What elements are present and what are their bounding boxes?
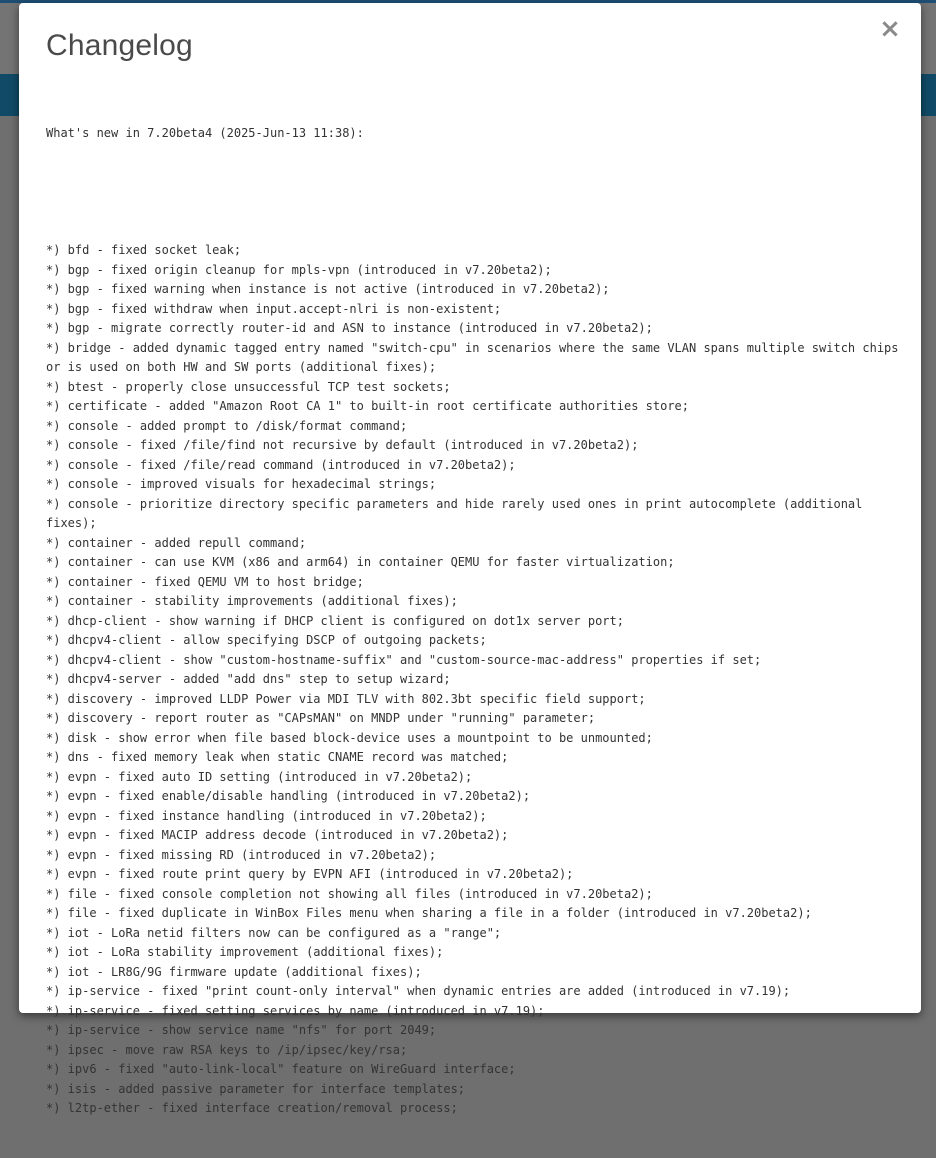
changelog-entry: *) evpn - fixed missing RD (introduced in v7.20beta2); xyxy=(46,847,437,862)
changelog-text xyxy=(46,85,906,1158)
changelog-entry: *) container - added repull command; xyxy=(46,535,307,550)
changelog-entry: *) container - stability improvements (additional fixes); xyxy=(46,594,458,608)
changelog-entry: *) evpn - fixed route print query by EVPN AFI (introduced in v7.20beta2); xyxy=(46,867,574,881)
changelog-entry: *) ipv6 - fixed "auto-link-local" feature on WireGuard interface; xyxy=(46,1062,516,1076)
changelog-entry: *) isis - added passive parameter for interface templates; xyxy=(46,1081,466,1096)
changelog-entry: *) container - fixed QEMU VM to host bridge; xyxy=(46,574,364,589)
changelog-entry: *) discovery - report router as "CAPsMAN" on MNDP under "running" parameter; xyxy=(46,711,596,725)
changelog-entry: *) dhcpv4-client - show "custom-hostname-suffix" and "custom-source-mac-address" properties if set; xyxy=(46,652,762,667)
changelog-entry: *) evpn - fixed MACIP address decode (introduced in v7.20beta2); xyxy=(46,828,509,842)
changelog-entry: *) bgp - fixed withdraw when input.accept-nlri is non-existent; xyxy=(46,301,502,316)
changelog-entry: *) file - fixed duplicate in WinBox Files menu when sharing a file in a folder (introduced in v7.20beta2); xyxy=(46,906,812,920)
changelog-entry: *) console - fixed /file/find not recursive by default (introduced in v7.20beta2); xyxy=(46,438,639,452)
changelog-entry: *) dhcpv4-server - added "add dns" step to setup wizard; xyxy=(46,672,451,686)
changelog-entry: *) bgp - fixed origin cleanup for mpls-vpn (introduced in v7.20beta2); xyxy=(46,262,552,277)
changelog-entry: *) discovery - improved LLDP Power via MDI TLV with 802.3bt specific field support; xyxy=(46,691,646,706)
changelog-entry: *) evpn - fixed enable/disable handling (introduced in v7.20beta2); xyxy=(46,789,531,803)
blank-line xyxy=(46,183,906,203)
changelog-entry: *) evpn - fixed auto ID setting (introduced in v7.20beta2); xyxy=(46,769,473,784)
changelog-entry: *) ip-service - fixed "print count-only interval" when dynamic entries are added (introduced in v7.19); xyxy=(46,984,791,998)
changelog-entry: *) certificate - added "Amazon Root CA 1" to built-in root certificate authorities store; xyxy=(46,399,689,413)
changelog-entry: *) console - fixed /file/read command (introduced in v7.20beta2); xyxy=(46,457,516,472)
changelog-entry: *) iot - LoRa netid filters now can be configured as a "range"; xyxy=(46,925,502,940)
changelog-entries xyxy=(46,241,906,1119)
modal-title: Changelog xyxy=(46,29,193,62)
changelog-entry: *) console - improved visuals for hexadecimal strings; xyxy=(46,477,437,491)
changelog-entry: *) bgp - fixed warning when instance is not active (introduced in v7.20beta2); xyxy=(46,282,610,296)
changelog-entry: *) l2tp-ether - fixed interface creation/removal process; xyxy=(46,1101,458,1115)
changelog-entry: *) dhcpv4-client - allow specifying DSCP of outgoing packets; xyxy=(46,633,487,647)
changelog-entry: *) iot - LR8G/9G firmware update (additional fixes); xyxy=(46,964,422,979)
changelog-modal xyxy=(19,3,921,1115)
changelog-version-header: What's new in 7.20beta4 (2025-Jun-13 11:38): xyxy=(46,126,364,140)
changelog-entry: *) ipsec - move raw RSA keys to /ip/ipsec/key/rsa; xyxy=(46,1042,408,1057)
changelog-entry: *) container - can use KVM (x86 and arm64) in container QEMU for faster virtualization; xyxy=(46,555,675,569)
changelog-entry: *) ip-service - fixed setting services by name (introduced in v7.19); xyxy=(46,1003,545,1018)
changelog-entry: *) evpn - fixed instance handling (introduced in v7.20beta2); xyxy=(46,808,487,823)
changelog-entry: *) bgp - migrate correctly router-id and ASN to instance (introduced in v7.20beta2); xyxy=(46,321,653,335)
changelog-entry: *) console - added prompt to /disk/format command; xyxy=(46,418,408,433)
close-icon[interactable]: × xyxy=(879,14,901,44)
changelog-entry: *) file - fixed console completion not showing all files (introduced in v7.20beta2); xyxy=(46,886,653,901)
changelog-entry: *) btest - properly close unsuccessful TCP test sockets; xyxy=(46,379,451,394)
changelog-entry: *) bridge - added dynamic tagged entry named "switch-cpu" in scenarios where the same VLAN spans multiple switch chips or is used on both HW and SW ports (additional fixes); xyxy=(46,340,906,374)
changelog-entry: *) console - prioritize directory specific parameters and hide rarely used ones in print autocomplete (additional fixes); xyxy=(46,496,870,530)
changelog-entry: *) ip-service - show service name "nfs" for port 2049; xyxy=(46,1023,437,1037)
changelog-entry: *) dhcp-client - show warning if DHCP client is configured on dot1x server port; xyxy=(46,613,624,628)
changelog-entry: *) disk - show error when file based block-device uses a mountpoint to be unmounted; xyxy=(46,730,653,745)
changelog-entry: *) bfd - fixed socket leak; xyxy=(46,243,242,257)
changelog-entry: *) dns - fixed memory leak when static CNAME record was matched; xyxy=(46,750,509,764)
changelog-entry: *) iot - LoRa stability improvement (additional fixes); xyxy=(46,945,444,959)
